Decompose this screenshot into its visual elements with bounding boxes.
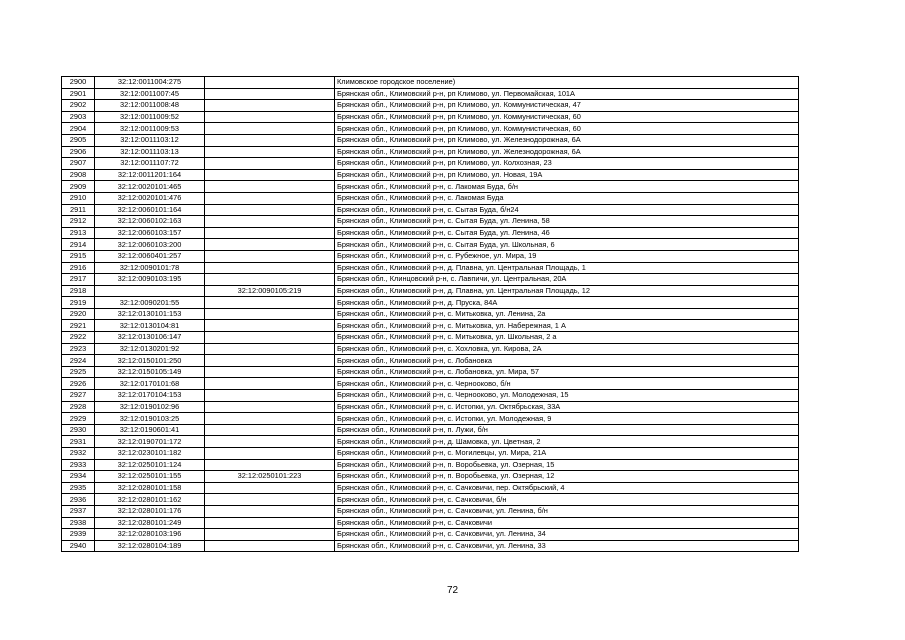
table-row (62, 366, 799, 378)
row-number-cell: 2929 (62, 413, 95, 425)
row-number-cell: 2902 (62, 100, 95, 112)
address-cell: Брянская обл., Климовский р-н, с. Истопки, ул. Молодежная, 9 (335, 413, 799, 425)
table-row (62, 540, 799, 552)
row-number-cell: 2917 (62, 274, 95, 286)
row-number-cell: 2925 (62, 366, 95, 378)
secondary-cadastral-number-cell (205, 192, 335, 204)
cadastral-number-cell: 32:12:0011007:45 (95, 88, 205, 100)
secondary-cadastral-number-cell (205, 111, 335, 123)
table-row (62, 169, 799, 181)
table-row (62, 88, 799, 100)
row-number-cell: 2900 (62, 77, 95, 89)
table-row (62, 297, 799, 309)
address-cell: Брянская обл., Клинцовский р-н, с. Лавпичи, ул. Центральная, 20А (335, 274, 799, 286)
row-number-cell: 2901 (62, 88, 95, 100)
row-number-cell: 2936 (62, 494, 95, 506)
table-row (62, 355, 799, 367)
table-row (62, 378, 799, 390)
row-number-cell: 2928 (62, 401, 95, 413)
table-row (62, 308, 799, 320)
secondary-cadastral-number-cell (205, 158, 335, 170)
table-row (62, 146, 799, 158)
row-number-cell: 2914 (62, 239, 95, 251)
secondary-cadastral-number-cell (205, 494, 335, 506)
row-number-cell: 2919 (62, 297, 95, 309)
address-cell: Брянская обл., Климовский р-н, с. Хохловка, ул. Кирова, 2А (335, 343, 799, 355)
table-row (62, 505, 799, 517)
row-number-cell: 2910 (62, 192, 95, 204)
cadastral-number-cell: 32:12:0060401:257 (95, 250, 205, 262)
table-row (62, 239, 799, 251)
row-number-cell: 2940 (62, 540, 95, 552)
secondary-cadastral-number-cell (205, 540, 335, 552)
row-number-cell: 2932 (62, 448, 95, 460)
row-number-cell: 2911 (62, 204, 95, 216)
table-row (62, 401, 799, 413)
secondary-cadastral-number-cell (205, 366, 335, 378)
secondary-cadastral-number-cell (205, 517, 335, 529)
secondary-cadastral-number-cell (205, 169, 335, 181)
row-number-cell: 2906 (62, 146, 95, 158)
table-row (62, 482, 799, 494)
table-row (62, 471, 799, 483)
table-row (62, 320, 799, 332)
cadastral-number-cell: 32:12:0011009:53 (95, 123, 205, 135)
address-cell: Брянская обл., Климовский р-н, рп Климово, ул. Коммунистическая, 60 (335, 123, 799, 135)
cadastral-number-cell: 32:12:0250101:155 (95, 471, 205, 483)
address-cell: Брянская обл., Климовский р-н, д. Плавна, ул. Центральная Площадь, 1 (335, 262, 799, 274)
cadastral-number-cell: 32:12:0130106:147 (95, 332, 205, 344)
secondary-cadastral-number-cell: 32:12:0250101:223 (205, 471, 335, 483)
cadastral-number-cell: 32:12:0190701:172 (95, 436, 205, 448)
cadastral-number-cell: 32:12:0060103:200 (95, 239, 205, 251)
secondary-cadastral-number-cell (205, 77, 335, 89)
cadastral-number-cell: 32:12:0170104:153 (95, 390, 205, 402)
page-number: 72 (446, 585, 459, 596)
table-row (62, 181, 799, 193)
address-cell: Брянская обл., Климовский р-н, п. Воробьевка, ул. Озерная, 15 (335, 459, 799, 471)
cadastral-number-cell: 32:12:0280101:176 (95, 505, 205, 517)
cadastral-number-cell: 32:12:0060103:157 (95, 227, 205, 239)
secondary-cadastral-number-cell (205, 250, 335, 262)
address-cell: Брянская обл., Климовский р-н, с. Сачковичи, пер. Октябрьский, 4 (335, 482, 799, 494)
secondary-cadastral-number-cell (205, 146, 335, 158)
secondary-cadastral-number-cell (205, 134, 335, 146)
row-number-cell: 2913 (62, 227, 95, 239)
address-cell: Брянская обл., Климовский р-н, с. Сачковичи, б/н (335, 494, 799, 506)
table-row (62, 390, 799, 402)
cadastral-number-cell: 32:12:0011103:12 (95, 134, 205, 146)
property-table (61, 76, 799, 552)
address-cell: Брянская обл., Климовский р-н, п. Лужи, б/н (335, 424, 799, 436)
address-cell: Брянская обл., Климовский р-н, с. Лобановка (335, 355, 799, 367)
address-cell: Брянская обл., Климовский р-н, с. Сачковичи (335, 517, 799, 529)
cadastral-number-cell: 32:12:0130201:92 (95, 343, 205, 355)
cadastral-number-cell: 32:12:0060101:164 (95, 204, 205, 216)
address-cell: Брянская обл., Климовский р-н, с. Сачковичи, ул. Ленина, 34 (335, 529, 799, 541)
secondary-cadastral-number-cell (205, 88, 335, 100)
cadastral-number-cell: 32:12:0280103:196 (95, 529, 205, 541)
table-row (62, 134, 799, 146)
row-number-cell: 2907 (62, 158, 95, 170)
cadastral-number-cell: 32:12:0190103:25 (95, 413, 205, 425)
table-row (62, 216, 799, 228)
address-cell: Брянская обл., Климовский р-н, п. Воробьевка, ул. Озерная, 12 (335, 471, 799, 483)
secondary-cadastral-number-cell (205, 216, 335, 228)
table-row (62, 158, 799, 170)
cadastral-number-cell: 32:12:0190601:41 (95, 424, 205, 436)
secondary-cadastral-number-cell (205, 459, 335, 471)
address-cell: Брянская обл., Климовский р-н, д. Шамовка, ул. Цветная, 2 (335, 436, 799, 448)
table-row (62, 448, 799, 460)
cadastral-number-cell: 32:12:0150105:149 (95, 366, 205, 378)
row-number-cell: 2927 (62, 390, 95, 402)
address-cell: Брянская обл., Климовский р-н, с. Митьковка, ул. Ленина, 2а (335, 308, 799, 320)
address-cell: Климовское городское поселение) (335, 77, 799, 89)
row-number-cell: 2905 (62, 134, 95, 146)
row-number-cell: 2921 (62, 320, 95, 332)
secondary-cadastral-number-cell (205, 332, 335, 344)
table-row (62, 494, 799, 506)
secondary-cadastral-number-cell (205, 401, 335, 413)
row-number-cell: 2938 (62, 517, 95, 529)
table-row (62, 227, 799, 239)
address-cell: Брянская обл., Климовский р-н, с. Сачковичи, ул. Ленина, 33 (335, 540, 799, 552)
table-row (62, 343, 799, 355)
table-row (62, 250, 799, 262)
cadastral-number-cell: 32:12:0230101:182 (95, 448, 205, 460)
secondary-cadastral-number-cell (205, 448, 335, 460)
secondary-cadastral-number-cell (205, 274, 335, 286)
cadastral-number-cell: 32:12:0190102:96 (95, 401, 205, 413)
secondary-cadastral-number-cell (205, 181, 335, 193)
address-cell: Брянская обл., Климовский р-н, д. Плавна, ул. Центральная Площадь, 12 (335, 285, 799, 297)
row-number-cell: 2918 (62, 285, 95, 297)
cadastral-number-cell: 32:12:0250101:124 (95, 459, 205, 471)
address-cell: Брянская обл., Климовский р-н, с. Лакомая Буда (335, 192, 799, 204)
address-cell: Брянская обл., Климовский р-н, с. Митьковка, ул. Набережная, 1 А (335, 320, 799, 332)
row-number-cell: 2915 (62, 250, 95, 262)
address-cell: Брянская обл., Климовский р-н, с. Сытая Буда, ул. Школьная, 6 (335, 239, 799, 251)
table-row (62, 274, 799, 286)
secondary-cadastral-number-cell (205, 227, 335, 239)
row-number-cell: 2903 (62, 111, 95, 123)
address-cell: Брянская обл., Климовский р-н, с. Лакомая Буда, б/н (335, 181, 799, 193)
secondary-cadastral-number-cell (205, 297, 335, 309)
cadastral-number-cell: 32:12:0011201:164 (95, 169, 205, 181)
cadastral-number-cell: 32:12:0280101:158 (95, 482, 205, 494)
row-number-cell: 2908 (62, 169, 95, 181)
secondary-cadastral-number-cell (205, 413, 335, 425)
address-cell: Брянская обл., Климовский р-н, рп Климово, ул. Коммунистическая, 60 (335, 111, 799, 123)
row-number-cell: 2922 (62, 332, 95, 344)
secondary-cadastral-number-cell (205, 343, 335, 355)
cadastral-number-cell: 32:12:0020101:465 (95, 181, 205, 193)
table-row (62, 332, 799, 344)
table-row (62, 192, 799, 204)
row-number-cell: 2934 (62, 471, 95, 483)
table-row (62, 517, 799, 529)
cadastral-number-cell: 32:12:0280101:162 (95, 494, 205, 506)
cadastral-number-cell: 32:12:0060102:163 (95, 216, 205, 228)
table-row (62, 111, 799, 123)
secondary-cadastral-number-cell (205, 529, 335, 541)
secondary-cadastral-number-cell (205, 262, 335, 274)
secondary-cadastral-number-cell: 32:12:0090105:219 (205, 285, 335, 297)
cadastral-number-cell: 32:12:0280101:249 (95, 517, 205, 529)
table-row (62, 77, 799, 89)
cadastral-number-cell: 32:12:0170101:68 (95, 378, 205, 390)
address-cell: Брянская обл., Климовский р-н, с. Сытая Буда, б/н24 (335, 204, 799, 216)
table-row (62, 285, 799, 297)
table-row (62, 529, 799, 541)
row-number-cell: 2926 (62, 378, 95, 390)
secondary-cadastral-number-cell (205, 390, 335, 402)
address-cell: Брянская обл., Климовский р-н, с. Чернооково, б/н (335, 378, 799, 390)
cadastral-number-cell: 32:12:0150101:250 (95, 355, 205, 367)
cadastral-number-cell: 32:12:0011107:72 (95, 158, 205, 170)
cadastral-number-cell: 32:12:0090201:55 (95, 297, 205, 309)
row-number-cell: 2924 (62, 355, 95, 367)
table-row (62, 100, 799, 112)
address-cell: Брянская обл., Климовский р-н, д. Пруска, 84А (335, 297, 799, 309)
row-number-cell: 2912 (62, 216, 95, 228)
secondary-cadastral-number-cell (205, 436, 335, 448)
address-cell: Брянская обл., Климовский р-н, с. Лобановка, ул. Мира, 57 (335, 366, 799, 378)
address-cell: Брянская обл., Климовский р-н, рп Климово, ул. Колхозная, 23 (335, 158, 799, 170)
table-row (62, 436, 799, 448)
secondary-cadastral-number-cell (205, 505, 335, 517)
secondary-cadastral-number-cell (205, 378, 335, 390)
cadastral-number-cell: 32:12:0090103:195 (95, 274, 205, 286)
row-number-cell: 2937 (62, 505, 95, 517)
address-cell: Брянская обл., Климовский р-н, рп Климово, ул. Первомайская, 101А (335, 88, 799, 100)
secondary-cadastral-number-cell (205, 482, 335, 494)
secondary-cadastral-number-cell (205, 100, 335, 112)
cadastral-number-cell: 32:12:0011103:13 (95, 146, 205, 158)
row-number-cell: 2904 (62, 123, 95, 135)
secondary-cadastral-number-cell (205, 204, 335, 216)
row-number-cell: 2930 (62, 424, 95, 436)
address-cell: Брянская обл., Климовский р-н, с. Могилевцы, ул. Мира, 21А (335, 448, 799, 460)
row-number-cell: 2923 (62, 343, 95, 355)
cadastral-number-cell (95, 285, 205, 297)
row-number-cell: 2909 (62, 181, 95, 193)
address-cell: Брянская обл., Климовский р-н, рп Климово, ул. Железнодорожная, 6А (335, 134, 799, 146)
table-row (62, 262, 799, 274)
row-number-cell: 2935 (62, 482, 95, 494)
address-cell: Брянская обл., Климовский р-н, с. Чернооково, ул. Молодежная, 15 (335, 390, 799, 402)
table-row (62, 123, 799, 135)
address-cell: Брянская обл., Климовский р-н, рп Климово, ул. Коммунистическая, 47 (335, 100, 799, 112)
secondary-cadastral-number-cell (205, 424, 335, 436)
row-number-cell: 2920 (62, 308, 95, 320)
cadastral-number-cell: 32:12:0090101:78 (95, 262, 205, 274)
secondary-cadastral-number-cell (205, 123, 335, 135)
address-cell: Брянская обл., Климовский р-н, с. Истопки, ул. Октябрьская, 33А (335, 401, 799, 413)
cadastral-number-cell: 32:12:0130101:153 (95, 308, 205, 320)
address-cell: Брянская обл., Климовский р-н, рп Климово, ул. Железнодорожная, 6А (335, 146, 799, 158)
secondary-cadastral-number-cell (205, 355, 335, 367)
cadastral-number-cell: 32:12:0011008:48 (95, 100, 205, 112)
table-row (62, 424, 799, 436)
table-row (62, 459, 799, 471)
table-body (62, 77, 799, 552)
cadastral-number-cell: 32:12:0011004:275 (95, 77, 205, 89)
secondary-cadastral-number-cell (205, 320, 335, 332)
row-number-cell: 2916 (62, 262, 95, 274)
address-cell: Брянская обл., Климовский р-н, с. Сачковичи, ул. Ленина, б/н (335, 505, 799, 517)
address-cell: Брянская обл., Климовский р-н, с. Сытая Буда, ул. Ленина, 46 (335, 227, 799, 239)
cadastral-number-cell: 32:12:0130104:81 (95, 320, 205, 332)
row-number-cell: 2933 (62, 459, 95, 471)
address-cell: Брянская обл., Климовский р-н, с. Митьковка, ул. Школьная, 2 а (335, 332, 799, 344)
table-row (62, 413, 799, 425)
secondary-cadastral-number-cell (205, 308, 335, 320)
table-row (62, 204, 799, 216)
row-number-cell: 2931 (62, 436, 95, 448)
address-cell: Брянская обл., Климовский р-н, с. Сытая Буда, ул. Ленина, 58 (335, 216, 799, 228)
address-cell: Брянская обл., Климовский р-н, рп Климово, ул. Новая, 19А (335, 169, 799, 181)
row-number-cell: 2939 (62, 529, 95, 541)
address-cell: Брянская обл., Климовский р-н, с. Рубежное, ул. Мира, 19 (335, 250, 799, 262)
cadastral-number-cell: 32:12:0280104:189 (95, 540, 205, 552)
secondary-cadastral-number-cell (205, 239, 335, 251)
cadastral-number-cell: 32:12:0020101:476 (95, 192, 205, 204)
cadastral-number-cell: 32:12:0011009:52 (95, 111, 205, 123)
